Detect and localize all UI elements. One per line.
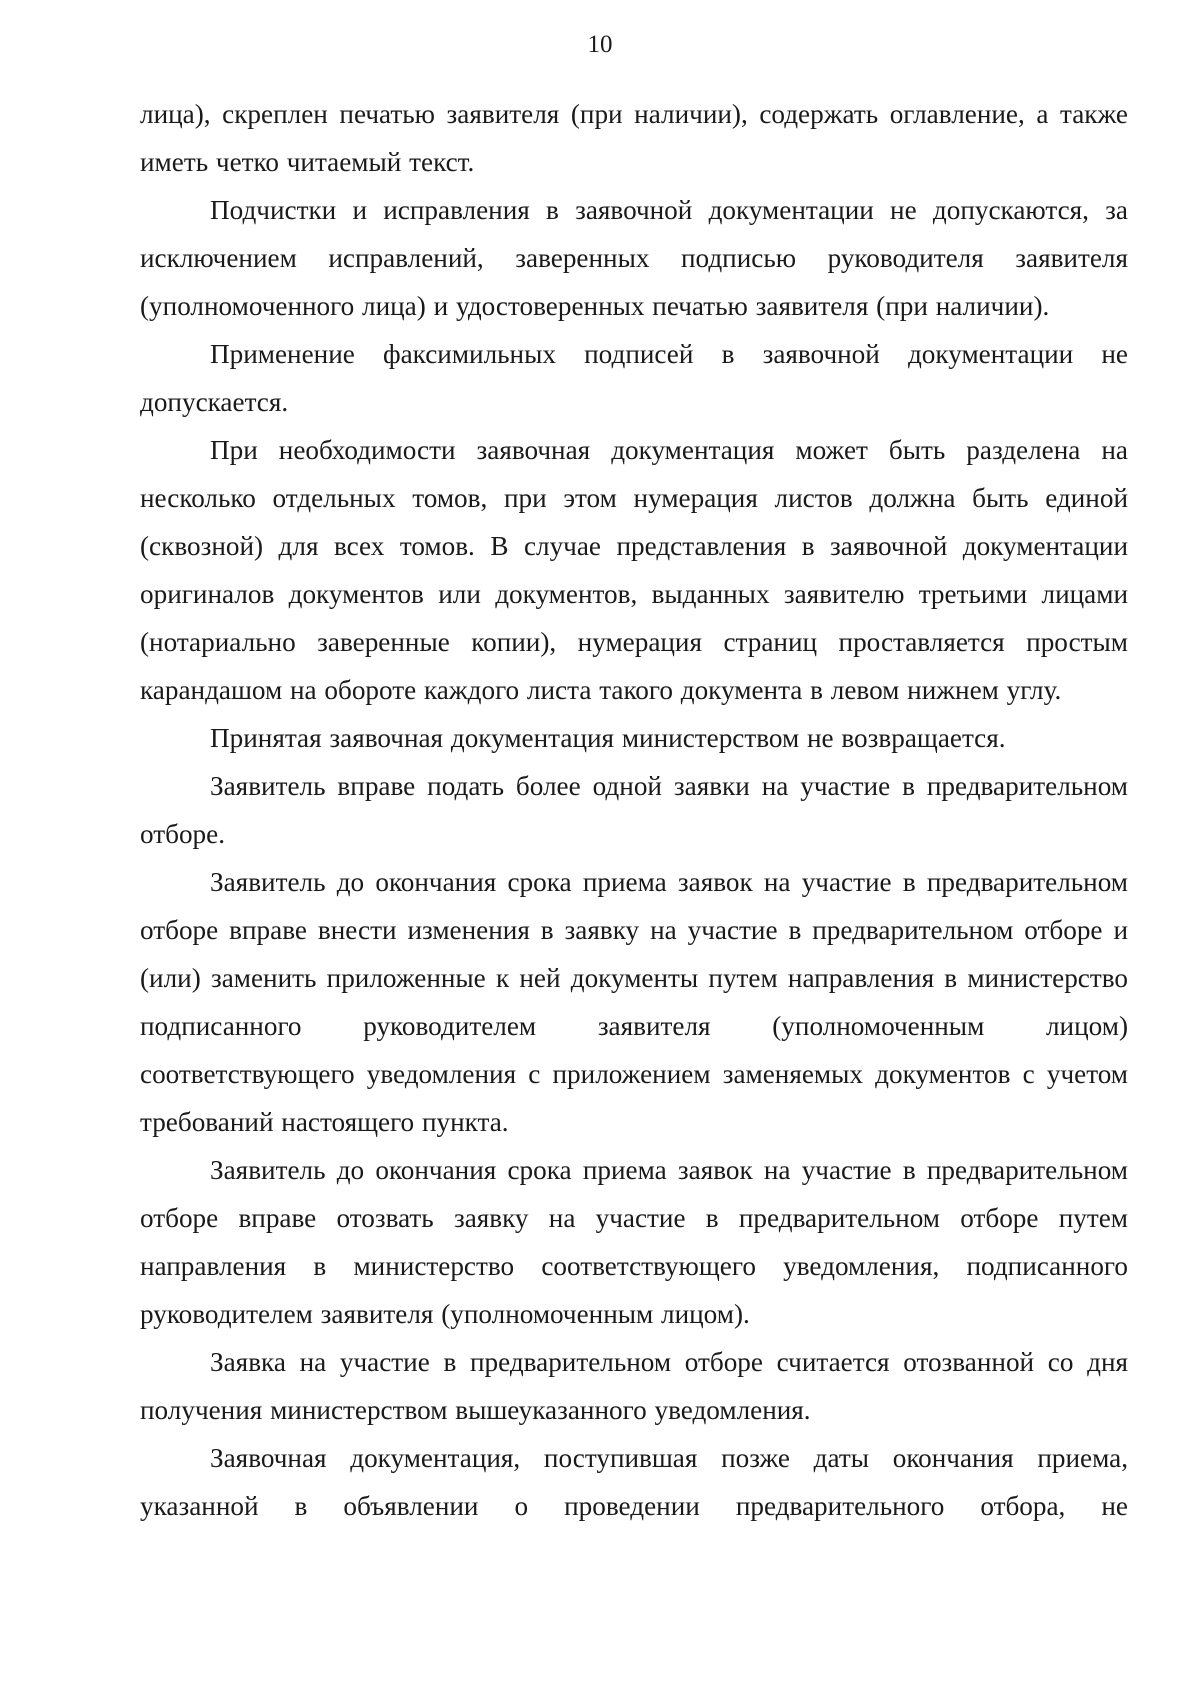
paragraph-not-returned: Принятая заявочная документация министерством не возвращается. — [210, 723, 1006, 753]
paragraph-continuation: лица), скреплен печатью заявителя (при наличии), содержать оглавление, а также иметь четко читаемый текст. — [140, 99, 1128, 177]
paragraph-withdrawn-date: Заявка на участие в предварительном отборе считается отозванной со дня получения министерством вышеуказанного уведомления. — [140, 1347, 1128, 1425]
page-number: 10 — [587, 31, 613, 58]
paragraph-facsimile: Применение факсимильных подписей в заявочной документации не допускается. — [140, 339, 1128, 417]
paragraph-changes: Заявитель до окончания срока приема заявок на участие в предварительном отборе вправе внести изменения в заявку на участие в предварительном отборе и (или) заменить приложенные к ней документы путем направления в министерство подписанного руководителем заявителя (уполномоченным лицом) соответствующего уведомления с приложением заменяемых документов с учетом требований настоящего пункта. — [140, 867, 1128, 1137]
paragraph-withdrawal: Заявитель до окончания срока приема заявок на участие в предварительном отборе вправе отозвать заявку на участие в предварительном отборе путем направления в министерство соответствующего уведомления, подписанного руководителем заявителя (уполномоченным лицом). — [140, 1155, 1128, 1329]
paragraph-corrections: Подчистки и исправления в заявочной документации не допускаются, за исключением исправлений, заверенных подписью руководителя заявителя (уполномоченного лица) и удостоверенных печатью заявителя (при наличии). — [140, 195, 1128, 321]
paragraph-volumes: При необходимости заявочная документация может быть разделена на несколько отдельных томов, при этом нумерация листов должна быть единой (сквозной) для всех томов. В случае представления в заявочной документации оригиналов документов или документов, выданных заявителю третьими лицами (нотариально заверенные копии), нумерация страниц проставляется простым карандашом на обороте каждого листа такого документа в левом нижнем углу. — [140, 435, 1128, 705]
document-body — [140, 90, 1128, 1530]
paragraph-multiple-applications: Заявитель вправе подать более одной заявки на участие в предварительном отборе. — [140, 771, 1128, 849]
paragraph-late-submission: Заявочная документация, поступившая позже даты окончания приема, указанной в объявлении о проведении предварительного отбора, не — [140, 1443, 1128, 1521]
